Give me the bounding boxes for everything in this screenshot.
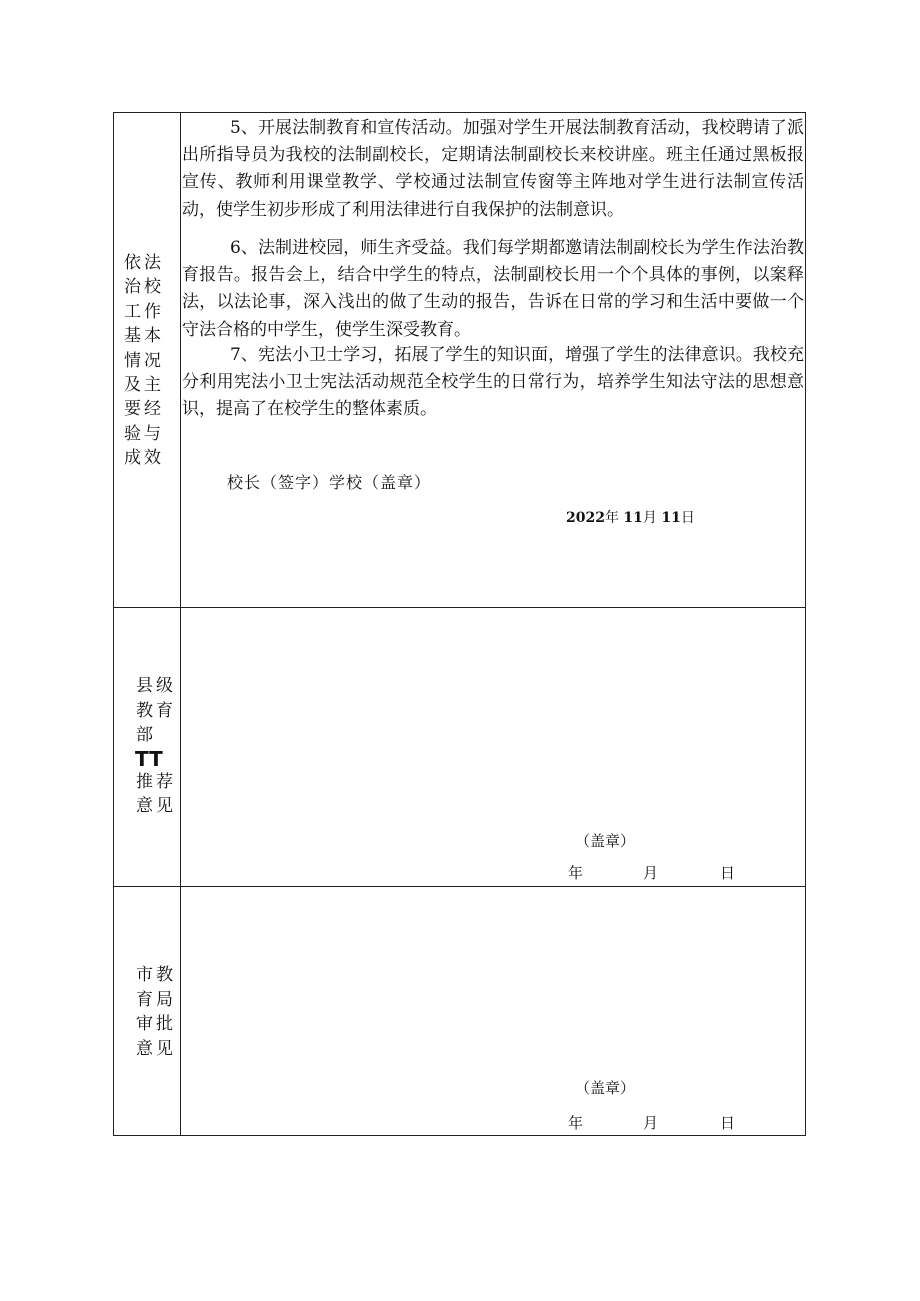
- row-basic-situation: [114, 113, 805, 608]
- label-cell: [114, 113, 181, 607]
- date-year-char: 年: [604, 510, 619, 526]
- content-cell: [180, 887, 805, 1135]
- month-placeholder: 月: [643, 1114, 659, 1132]
- date-year: 2022: [566, 510, 605, 526]
- row-city-approval: [114, 887, 805, 1135]
- row-label-county-recommendation: [136, 674, 176, 819]
- row-label-city-approval: 市教育局审批意见: [136, 965, 176, 1059]
- paragraph-5: [182, 115, 804, 224]
- paragraph-6-text: 6、法制进校园，师生齐受益。我们每学期都邀请法制副校长为学生作法治教育报告。报告会上，结合中学生的特点，法制副校长用一个个具体的事例，以案释法，以法论事，深入浅出的做了生动的报告，告诉在日常的学习和生活中要做一个守法合格的中学生，使学生深受教育。: [182, 238, 804, 340]
- content-cell: [180, 608, 805, 886]
- signature-date: [566, 507, 695, 527]
- paragraph-6: [182, 235, 804, 344]
- day-placeholder: 日: [720, 1114, 736, 1132]
- signature-line: 校长（签字）学校（盖章）: [227, 473, 432, 492]
- year-placeholder: 年: [568, 1114, 584, 1132]
- label-glyph: TT: [135, 746, 163, 771]
- seal-placeholder: （盖章）: [575, 832, 636, 850]
- label-bottom: 推荐意见: [136, 771, 176, 816]
- content-cell: [180, 113, 805, 607]
- seal-placeholder: （盖章）: [575, 1079, 636, 1097]
- form-table: [113, 112, 806, 1136]
- date-month-char: 月: [642, 510, 657, 526]
- paragraph-7: [182, 342, 804, 424]
- year-placeholder: 年: [568, 864, 584, 882]
- label-top: 县级教育部: [136, 676, 176, 745]
- row-label-basic-situation: 依法治校工作基本情况及主要经验与成效: [124, 253, 164, 469]
- label-cell: [114, 887, 181, 1135]
- month-placeholder: 月: [643, 864, 659, 882]
- date-day-char: 日: [680, 510, 695, 526]
- date-month: 11: [623, 510, 643, 526]
- paragraph-5-text: 5、开展法制教育和宣传活动。加强对学生开展法制教育活动，我校聘请了派出所指导员为我校的法制副校长，定期请法制副校长来校讲座。班主任通过黑板报宣传、教师利用课堂教学、学校通过法制宣传窗等主阵地对学生进行法制宣传活动，使学生初步形成了利用法律进行自我保护的法制意识。: [182, 118, 804, 220]
- day-placeholder: 日: [720, 864, 736, 882]
- label-cell: [114, 608, 181, 886]
- date-day: 11: [661, 510, 681, 526]
- paragraph-7-text: 7、宪法小卫士学习，拓展了学生的知识面，增强了学生的法律意识。我校充分利用宪法小卫士宪法活动规范全校学生的日常行为，培养学生知法守法的思想意识，提高了在校学生的整体素质。: [182, 345, 804, 420]
- row-county-recommendation: [114, 608, 805, 887]
